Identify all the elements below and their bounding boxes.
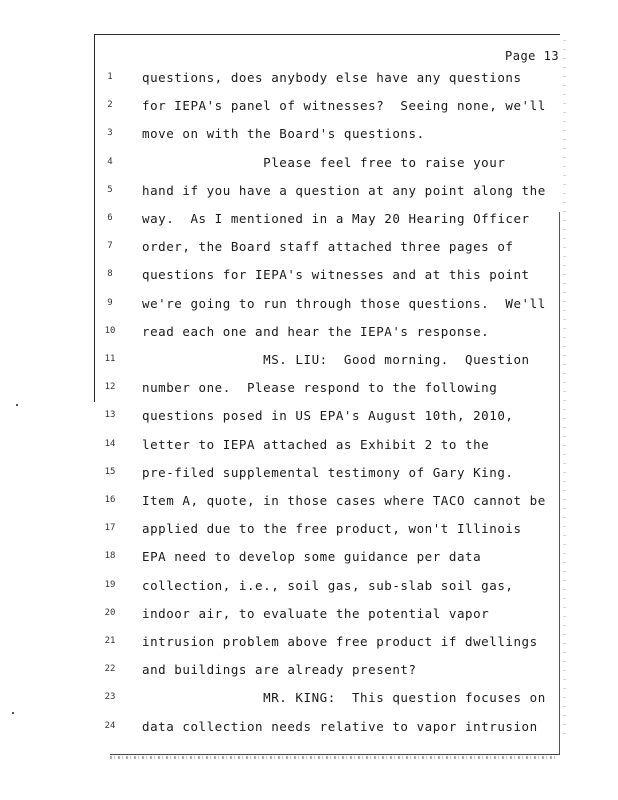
scan-speck bbox=[12, 712, 14, 714]
transcript-line: EPA need to develop some guidance per data bbox=[142, 549, 482, 565]
top-border bbox=[94, 34, 560, 35]
line-number: 6 bbox=[107, 213, 113, 223]
bottom-border bbox=[110, 754, 560, 755]
transcript-line: Please feel free to raise your bbox=[142, 154, 506, 170]
transcript-line: collection, i.e., soil gas, sub-slab soil gas, bbox=[142, 577, 514, 593]
footer-scan-noise bbox=[110, 756, 558, 759]
scan-speck bbox=[16, 404, 18, 406]
transcript-line: and buildings are already present? bbox=[142, 662, 417, 678]
line-number: 13 bbox=[104, 410, 116, 421]
line-number: 3 bbox=[107, 128, 113, 139]
page-number: Page 13 bbox=[505, 49, 560, 63]
transcript-line: data collection needs relative to vapor intrusion bbox=[142, 718, 538, 734]
line-number: 1 bbox=[107, 72, 113, 82]
transcript-line: letter to IEPA attached as Exhibit 2 to the bbox=[142, 436, 490, 452]
transcript-line: questions for IEPA's witnesses and at this point bbox=[142, 267, 530, 283]
transcript-line: number one. Please respond to the following bbox=[142, 380, 498, 396]
transcript-line: intrusion problem above free product if dwellings bbox=[142, 634, 538, 649]
line-number: 18 bbox=[104, 551, 116, 562]
left-border bbox=[94, 34, 95, 402]
transcript-line: questions, does anybody else have any questions bbox=[142, 70, 522, 85]
line-number: 10 bbox=[104, 325, 116, 336]
transcript-line: MR. KING: This question focuses on bbox=[142, 690, 546, 706]
line-number: 8 bbox=[107, 269, 113, 280]
line-number: 16 bbox=[104, 495, 116, 505]
transcript-line: move on with the Board's questions. bbox=[142, 126, 425, 142]
right-scan-noise bbox=[563, 40, 566, 740]
line-number: 5 bbox=[107, 184, 113, 195]
line-number: 19 bbox=[104, 579, 116, 590]
transcript-line: read each one and hear the IEPA's response. bbox=[142, 323, 490, 339]
right-border bbox=[559, 212, 560, 754]
line-number: 24 bbox=[104, 720, 116, 731]
line-number: 2 bbox=[107, 100, 113, 111]
transcript-line: pre-filed supplemental testimony of Gary King. bbox=[142, 464, 514, 480]
transcript-line: for IEPA's panel of witnesses? Seeing none, we'll bbox=[142, 98, 546, 114]
line-number: 11 bbox=[104, 354, 116, 364]
line-number: 12 bbox=[104, 382, 116, 393]
transcript-line: applied due to the free product, won't Illinois bbox=[142, 521, 522, 537]
line-number: 20 bbox=[104, 607, 116, 618]
transcript-line: way. As I mentioned in a May 20 Hearing Officer bbox=[142, 211, 530, 226]
line-number: 4 bbox=[107, 156, 113, 167]
line-number: 15 bbox=[104, 466, 116, 477]
transcript-line: Item A, quote, in those cases where TACO cannot be bbox=[142, 493, 546, 508]
line-number: 7 bbox=[107, 241, 113, 252]
transcript-line: indoor air, to evaluate the potential vapor bbox=[142, 605, 490, 621]
line-number: 9 bbox=[107, 297, 113, 308]
line-number: 23 bbox=[104, 692, 116, 703]
transcript-line: MS. LIU: Good morning. Question bbox=[142, 352, 530, 367]
transcript-line: hand if you have a question at any point along the bbox=[142, 182, 546, 198]
line-number: 21 bbox=[104, 636, 116, 646]
line-number: 17 bbox=[104, 523, 116, 534]
transcript-line: we're going to run through those questions. We'll bbox=[142, 295, 546, 311]
transcript-line: questions posed in US EPA's August 10th, 2010, bbox=[142, 408, 514, 424]
transcript-line: order, the Board staff attached three pages of bbox=[142, 239, 514, 255]
corner-tick bbox=[94, 34, 108, 35]
line-number: 22 bbox=[104, 664, 116, 675]
line-number: 14 bbox=[104, 438, 116, 449]
